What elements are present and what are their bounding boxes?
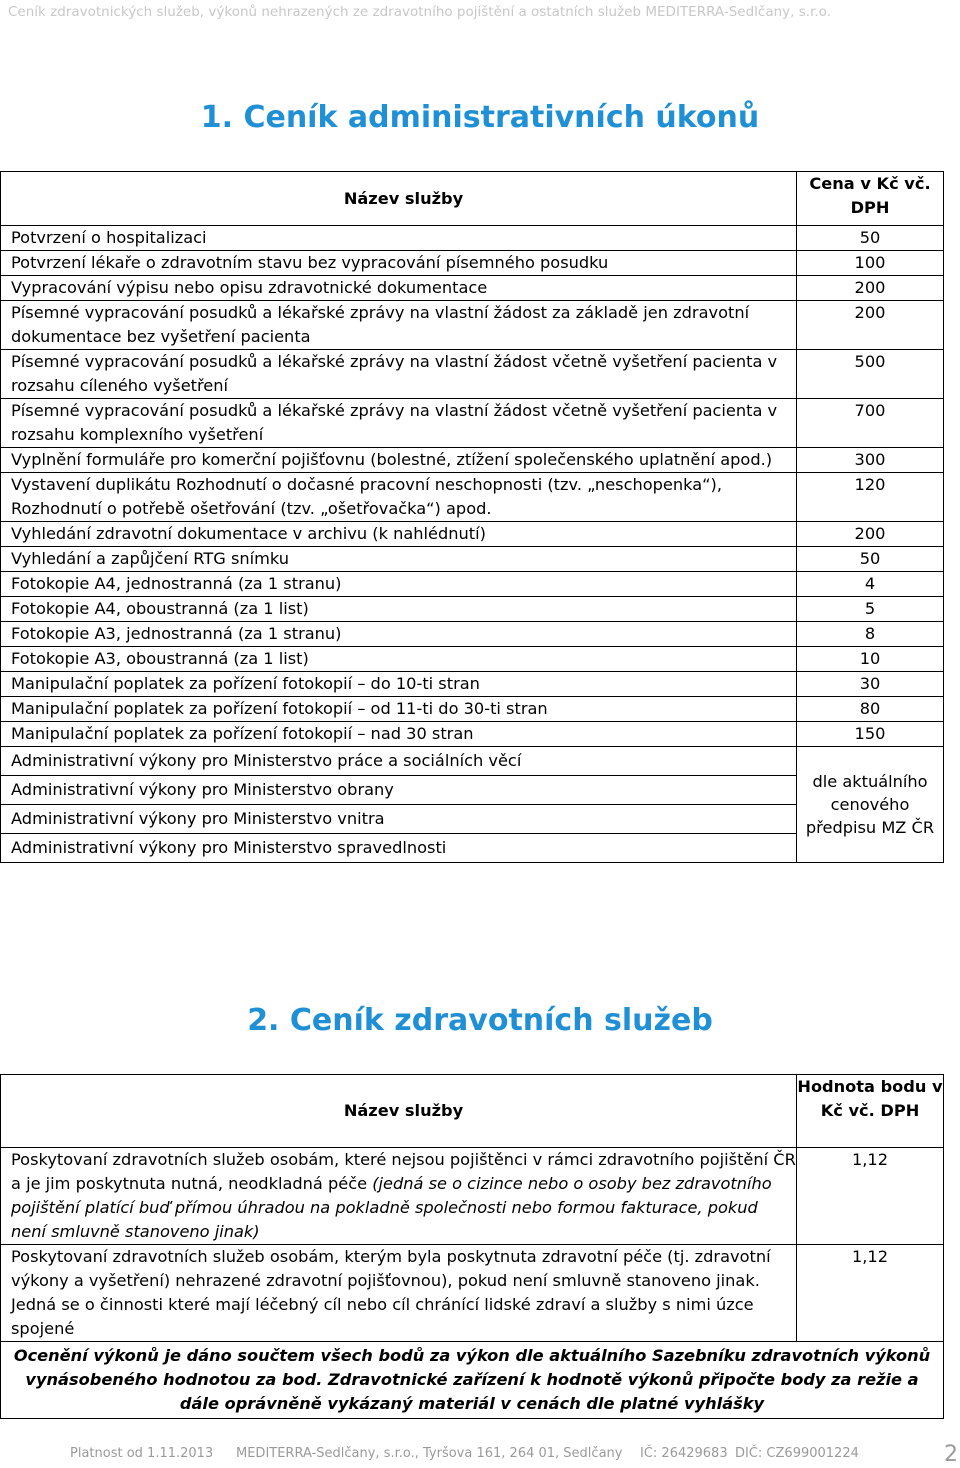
price-cell: 200 <box>797 301 944 350</box>
service-cell: Písemné vypracování posudků a lékařské zprávy na vlastní žádost za základě jen zdravotní dokumentace bez vyšetření pacienta <box>1 301 797 350</box>
service-cell: Písemné vypracování posudků a lékařské zprávy na vlastní žádost včetně vyšetření pacienta v rozsahu cíleného vyšetření <box>1 350 797 399</box>
service-cell: Vystavení duplikátu Rozhodnutí o dočasné pracovní neschopnosti (tzv. „neschopenka“), Rozhodnutí o potřebě ošetřování (tzv. „ošetřovačka“) apod. <box>1 473 797 522</box>
table-row <box>1 473 944 522</box>
ministry-price-cell: dle aktuálního cenového předpisu MZ ČR <box>797 747 944 863</box>
price-cell: 5 <box>797 597 944 622</box>
table-row <box>1 722 944 747</box>
table-row <box>1 1148 944 1245</box>
footer-address: MEDITERRA-Sedlčany, s.r.o., Tyršova 161, 264 01, Sedlčany <box>236 1446 623 1461</box>
service-note-italic: (jedná se o cizince nebo o osoby bez zdravotního pojištění platící buď přímou úhradou na pokladně společnosti nebo formou fakturace, pokud není smluvně stanoveno jinak) <box>11 1174 772 1241</box>
price-cell: 500 <box>797 350 944 399</box>
footer-ic: IČ: 26429683 <box>640 1446 728 1461</box>
admin-rows <box>1 226 944 863</box>
table-row <box>1 622 944 647</box>
price-cell: 100 <box>797 251 944 276</box>
table-row <box>1 572 944 597</box>
price-cell: 8 <box>797 622 944 647</box>
table-row <box>1 226 944 251</box>
price-cell: 1,12 <box>797 1245 944 1342</box>
price-cell: 1,12 <box>797 1148 944 1245</box>
table-row <box>1 547 944 572</box>
running-header: Ceník zdravotnických služeb, výkonů nehrazených ze zdravotního pojištění a ostatních služeb MEDITERRA-Sedlčany, s.r.o. <box>8 4 831 20</box>
service-cell: Vypracování výpisu nebo opisu zdravotnické dokumentace <box>1 276 797 301</box>
table-row <box>1 448 944 473</box>
table-row <box>1 747 944 776</box>
col-header-service: Název služby <box>1 172 797 226</box>
table-row <box>1 697 944 722</box>
ministry-service-cell: Administrativní výkony pro Ministerstvo spravedlnosti <box>1 834 797 863</box>
table-row <box>1 522 944 547</box>
admin-price-table <box>0 171 944 863</box>
price-cell: 50 <box>797 226 944 251</box>
price-cell: 200 <box>797 276 944 301</box>
service-cell: Manipulační poplatek za pořízení fotokopií – do 10-ti stran <box>1 672 797 697</box>
service-cell <box>1 1148 797 1245</box>
price-cell: 150 <box>797 722 944 747</box>
table-row <box>1 399 944 448</box>
service-cell: Potvrzení o hospitalizaci <box>1 226 797 251</box>
footer-dic: DIČ: CZ699001224 <box>735 1446 859 1461</box>
table-row <box>1 276 944 301</box>
service-cell: Vyhledání zdravotní dokumentace v archivu (k nahlédnutí) <box>1 522 797 547</box>
service-cell: Manipulační poplatek za pořízení fotokopií – nad 30 stran <box>1 722 797 747</box>
footer-valid-from: Platnost od 1.11.2013 <box>70 1446 214 1461</box>
ministry-service-cell: Administrativní výkony pro Ministerstvo vnitra <box>1 805 797 834</box>
price-cell: 120 <box>797 473 944 522</box>
table-row <box>1 301 944 350</box>
price-cell: 300 <box>797 448 944 473</box>
service-cell: Fotokopie A3, jednostranná (za 1 stranu) <box>1 622 797 647</box>
service-cell: Potvrzení lékaře o zdravotním stavu bez vypracování písemného posudku <box>1 251 797 276</box>
service-cell: Poskytovaní zdravotních služeb osobám, kterým byla poskytnuta zdravotní péče (tj. zdravotní výkony a vyšetření) nehrazené zdravotní pojišťovnou), pokud není smluvně stanoveno jinak. Jedná se o činnosti které mají léčebný cíl nebo cíl chránící lidské zdraví a služby s nimi úzce spojené <box>1 1245 797 1342</box>
service-cell: Písemné vypracování posudků a lékařské zprávy na vlastní žádost včetně vyšetření pacienta v rozsahu komplexního vyšetření <box>1 399 797 448</box>
col-header-point-value: Hodnota bodu v Kč vč. DPH <box>797 1075 944 1148</box>
section1-title: 1. Ceník administrativních úkonů <box>200 100 760 135</box>
col-header-price: Cena v Kč vč. DPH <box>797 172 944 226</box>
table-row <box>1 350 944 399</box>
table-row <box>1 1342 944 1419</box>
price-cell: 10 <box>797 647 944 672</box>
price-cell: 30 <box>797 672 944 697</box>
service-text: Poskytovaní zdravotních služeb osobám, které nejsou pojištěnci v rámci zdravotního pojištění ČR a je jim poskytnuta nutná, neodkladná péče <box>11 1150 796 1193</box>
page-number: 2 <box>944 1442 958 1467</box>
service-cell: Manipulační poplatek za pořízení fotokopií – od 11-ti do 30-ti stran <box>1 697 797 722</box>
service-cell: Fotokopie A3, oboustranná (za 1 list) <box>1 647 797 672</box>
ministry-service-cell: Administrativní výkony pro Ministerstvo obrany <box>1 776 797 805</box>
valuation-note: Ocenění výkonů je dáno součtem všech bodů za výkon dle aktuálního Sazebníku zdravotních výkonů vynásobeného hodnotou za bod. Zdravotnické zařízení k hodnotě výkonů připočte body za režie a dále oprávněně vykázaný materiál v cenách dle platné vyhlášky <box>1 1342 944 1419</box>
table-row <box>1 1245 944 1342</box>
price-cell: 4 <box>797 572 944 597</box>
price-cell: 50 <box>797 547 944 572</box>
service-cell: Fotokopie A4, jednostranná (za 1 stranu) <box>1 572 797 597</box>
col-header-service-2: Název služby <box>1 1075 797 1148</box>
table-row <box>1 672 944 697</box>
table-row <box>1 251 944 276</box>
table-row <box>1 597 944 622</box>
price-cell: 700 <box>797 399 944 448</box>
service-cell: Vyhledání a zapůjčení RTG snímku <box>1 547 797 572</box>
service-cell: Vyplnění formuláře pro komerční pojišťovnu (bolestné, ztížení společenského uplatnění apod.) <box>1 448 797 473</box>
ministry-service-cell: Administrativní výkony pro Ministerstvo práce a sociálních věcí <box>1 747 797 776</box>
price-cell: 200 <box>797 522 944 547</box>
price-cell: 80 <box>797 697 944 722</box>
service-cell: Fotokopie A4, oboustranná (za 1 list) <box>1 597 797 622</box>
health-services-table <box>0 1074 944 1419</box>
table-row <box>1 647 944 672</box>
section2-title: 2. Ceník zdravotních služeb <box>247 1003 713 1038</box>
